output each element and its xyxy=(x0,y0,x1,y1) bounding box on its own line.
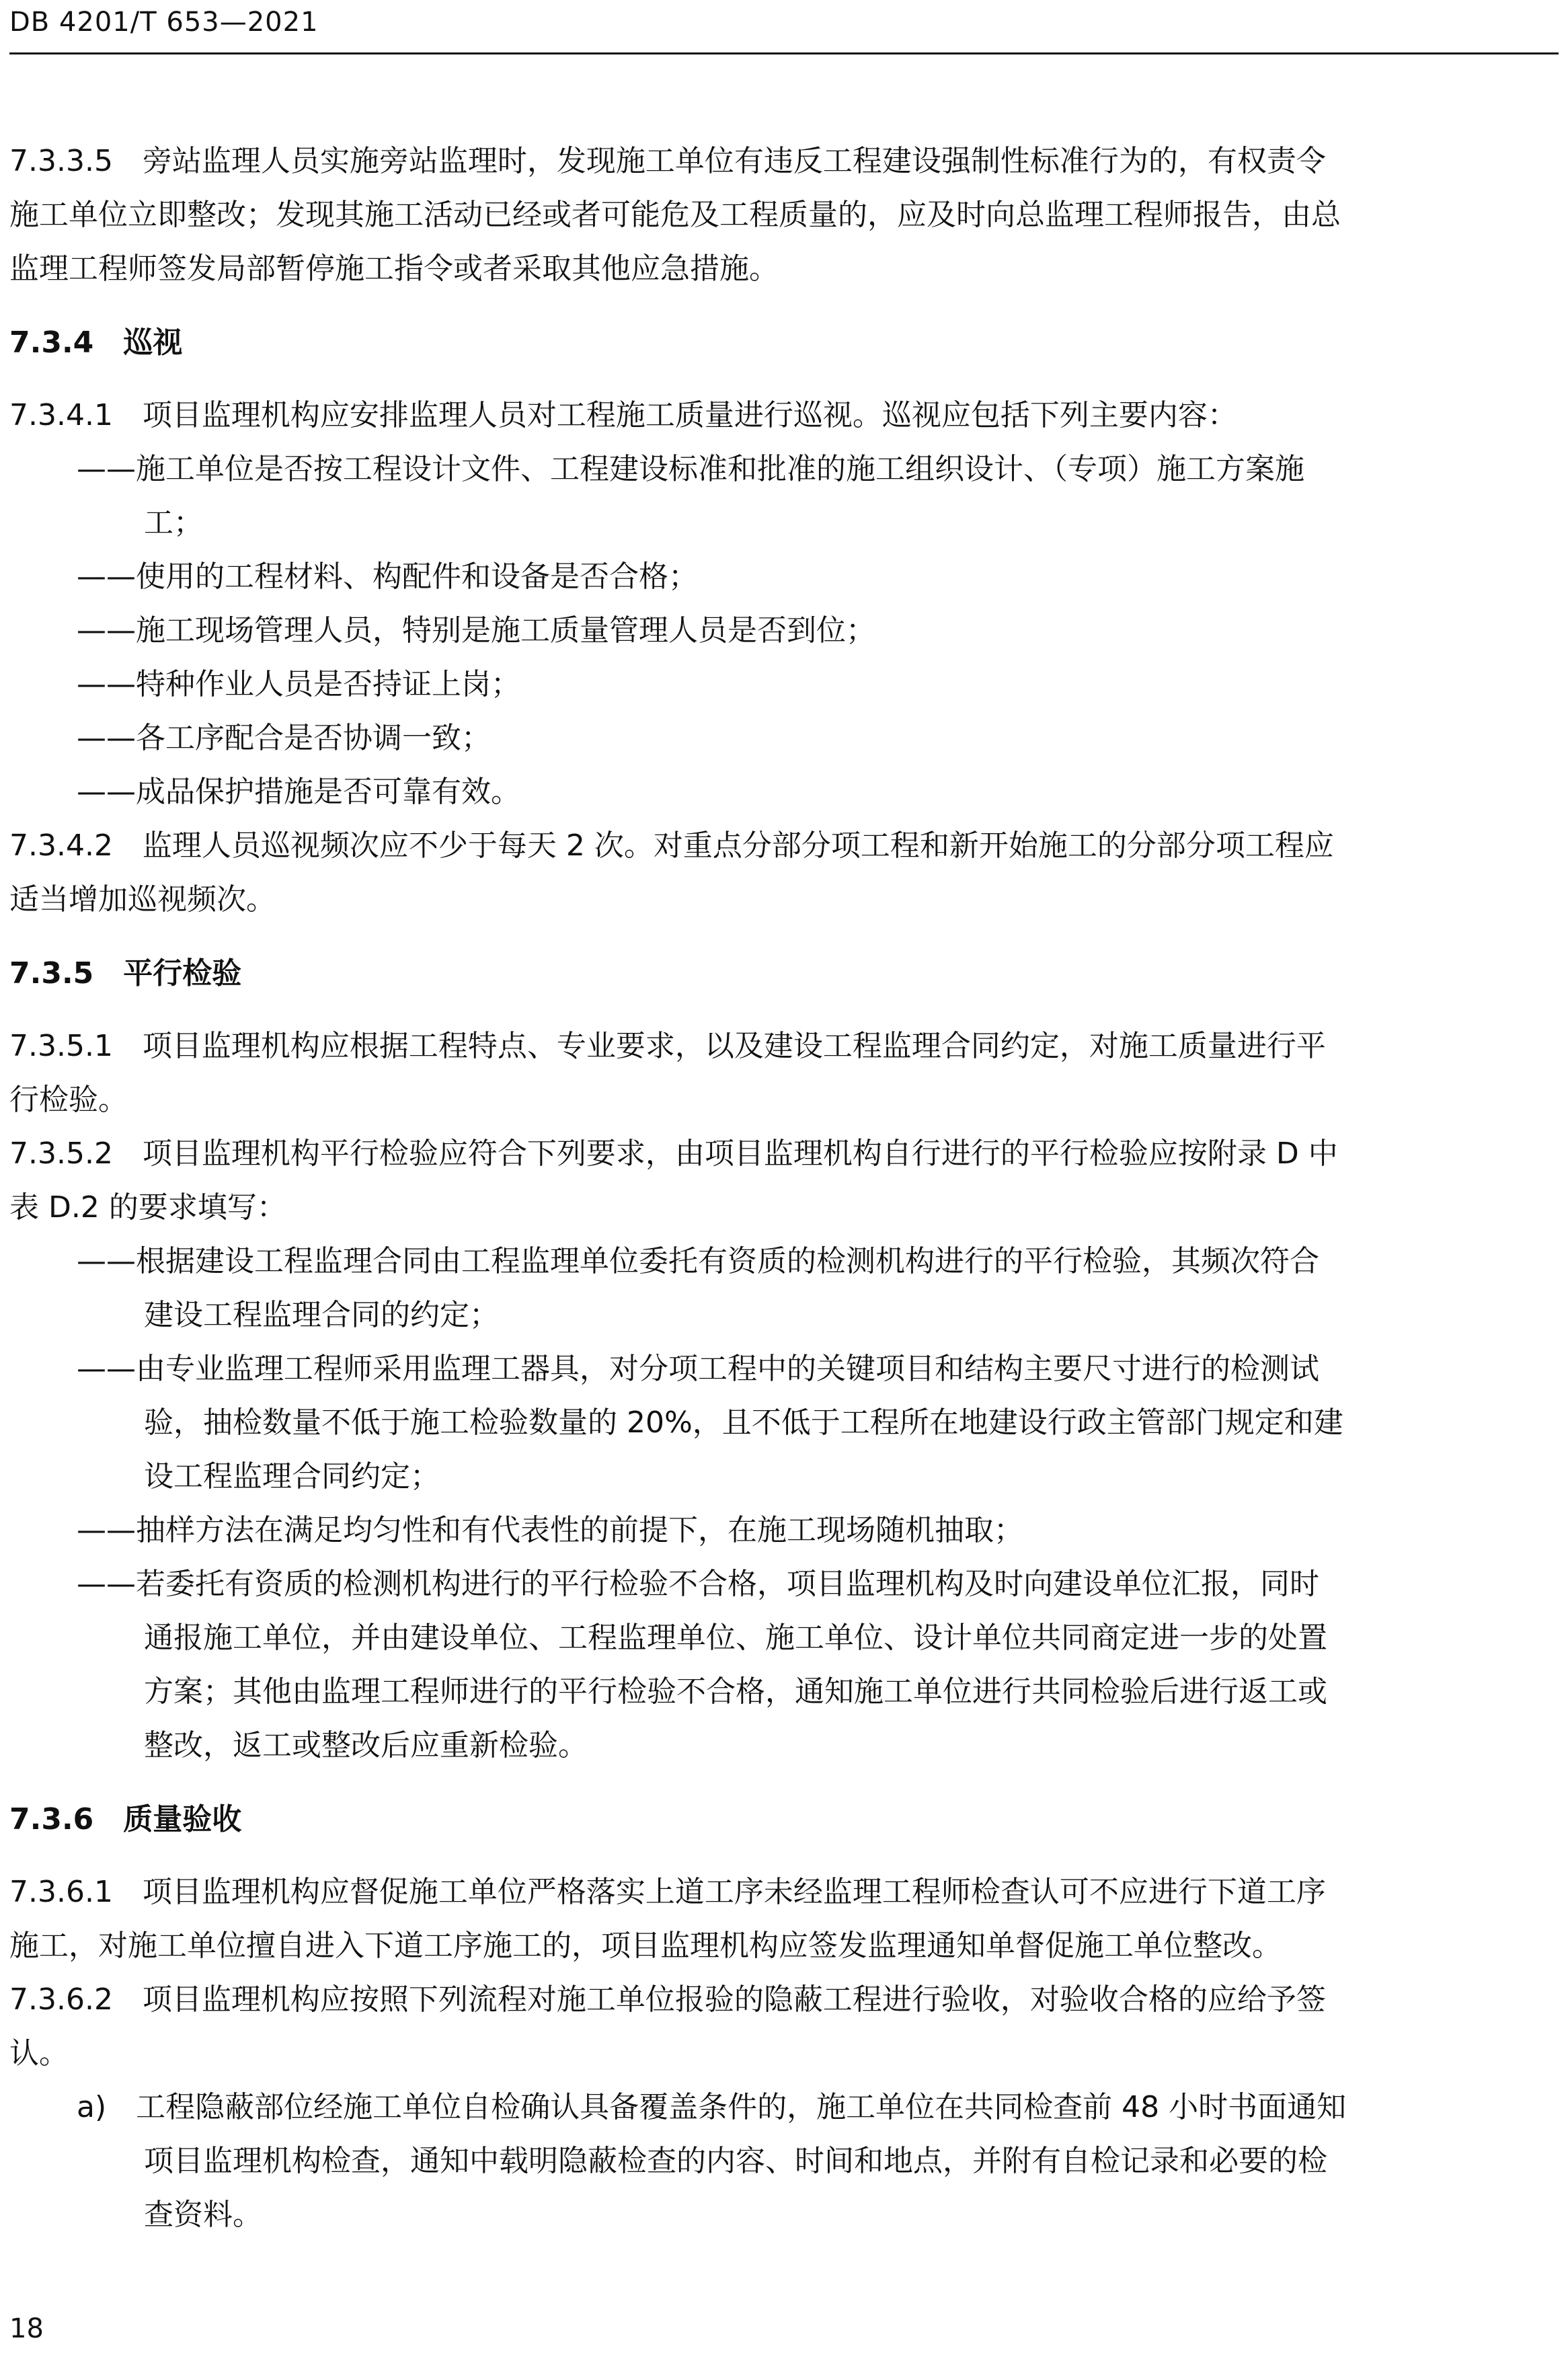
list-item: ——施工单位是否按工程设计文件、工程建设标准和批准的施工组织设计、（专项）施工方案施 xyxy=(77,452,1304,486)
list-item-continuation: 工； xyxy=(144,506,203,540)
list-item-continuation: 项目监理机构检查，通知中载明隐蔽检查的内容、时间和地点，并附有自检记录和必要的检 xyxy=(144,2144,1327,2178)
text-line: 7.3.3.5 旁站监理人员实施旁站监理时，发现施工单位有违反工程建设强制性标准行为的，有权责令 xyxy=(9,144,1326,178)
list-item: ——抽样方法在满足均匀性和有代表性的前提下，在施工现场随机抽取； xyxy=(77,1513,1023,1547)
text-line: 施工，对施工单位擅自进入下道工序施工的，项目监理机构应签发监理通知单督促施工单位整改。 xyxy=(9,1929,1282,1963)
section-heading: 7.3.4 巡视 xyxy=(9,325,183,360)
text-line: 7.3.5.2 项目监理机构平行检验应符合下列要求，由项目监理机构自行进行的平行检验应按附录 D 中 xyxy=(9,1136,1338,1171)
standard-code: DB 4201/T 653—2021 xyxy=(9,7,319,38)
list-item-continuation: 方案；其他由监理工程师进行的平行检验不合格，通知施工单位进行共同检验后进行返工或 xyxy=(144,1674,1327,1709)
text-line: 7.3.6.2 项目监理机构应按照下列流程对施工单位报验的隐蔽工程进行验收，对验收合格的应给予签 xyxy=(9,1982,1326,2017)
page-header xyxy=(9,4,1559,54)
section-heading: 7.3.5 平行检验 xyxy=(9,956,242,991)
text-line: 7.3.4.2 监理人员巡视频次应不少于每天 2 次。对重点分部分项工程和新开始施工的分部分项工程应 xyxy=(9,828,1334,863)
document-body xyxy=(9,134,1559,2242)
text-line: 7.3.6.1 项目监理机构应督促施工单位严格落实上道工序未经监理工程师检查认可不应进行下道工序 xyxy=(9,1875,1326,1909)
list-item: ——各工序配合是否协调一致； xyxy=(77,721,491,755)
list-item-continuation: 查资料。 xyxy=(144,2198,262,2232)
list-item-continuation: 设工程监理合同约定； xyxy=(144,1459,440,1494)
list-item: ——施工现场管理人员，特别是施工质量管理人员是否到位； xyxy=(77,613,875,648)
list-item: ——根据建设工程监理合同由工程监理单位委托有资质的检测机构进行的平行检验，其频次符合 xyxy=(77,1244,1319,1278)
list-item: ——若委托有资质的检测机构进行的平行检验不合格，项目监理机构及时向建设单位汇报，同时 xyxy=(77,1567,1319,1601)
list-item-continuation: 建设工程监理合同的约定； xyxy=(144,1298,499,1332)
list-item: ——使用的工程材料、构配件和设备是否合格； xyxy=(77,559,698,594)
section-heading: 7.3.6 质量验收 xyxy=(9,1802,242,1836)
list-item-continuation: 整改，返工或整改后应重新检验。 xyxy=(144,1728,588,1763)
page-number: 18 xyxy=(9,2313,44,2344)
text-line: 监理工程师签发局部暂停施工指令或者采取其他应急措施。 xyxy=(9,252,779,286)
text-line: 行检验。 xyxy=(9,1083,128,1117)
text-line: 7.3.4.1 项目监理机构应安排监理人员对工程施工质量进行巡视。巡视应包括下列主要内容： xyxy=(9,398,1237,432)
list-item-continuation: 通报施工单位，并由建设单位、工程监理单位、施工单位、设计单位共同商定进一步的处置 xyxy=(144,1621,1327,1655)
list-item-continuation: 验，抽检数量不低于施工检验数量的 20%，且不低于工程所在地建设行政主管部门规定和建 xyxy=(144,1405,1343,1440)
text-line: 7.3.5.1 项目监理机构应根据工程特点、专业要求，以及建设工程监理合同约定，对施工质量进行平 xyxy=(9,1029,1326,1063)
list-item: a) 工程隐蔽部位经施工单位自检确认具备覆盖条件的，施工单位在共同检查前 48 小时书面通知 xyxy=(77,2090,1347,2124)
list-item: ——由专业监理工程师采用监理工器具，对分项工程中的关键项目和结构主要尺寸进行的检测试 xyxy=(77,1352,1319,1386)
list-item: ——特种作业人员是否持证上岗； xyxy=(77,667,520,701)
text-line: 施工单位立即整改；发现其施工活动已经或者可能危及工程质量的，应及时向总监理工程师报告，由总 xyxy=(9,198,1341,232)
text-line: 认。 xyxy=(9,2036,69,2071)
text-line: 适当增加巡视频次。 xyxy=(9,882,276,917)
text-line: 表 D.2 的要求填写： xyxy=(9,1190,286,1225)
list-item: ——成品保护措施是否可靠有效。 xyxy=(77,775,520,809)
